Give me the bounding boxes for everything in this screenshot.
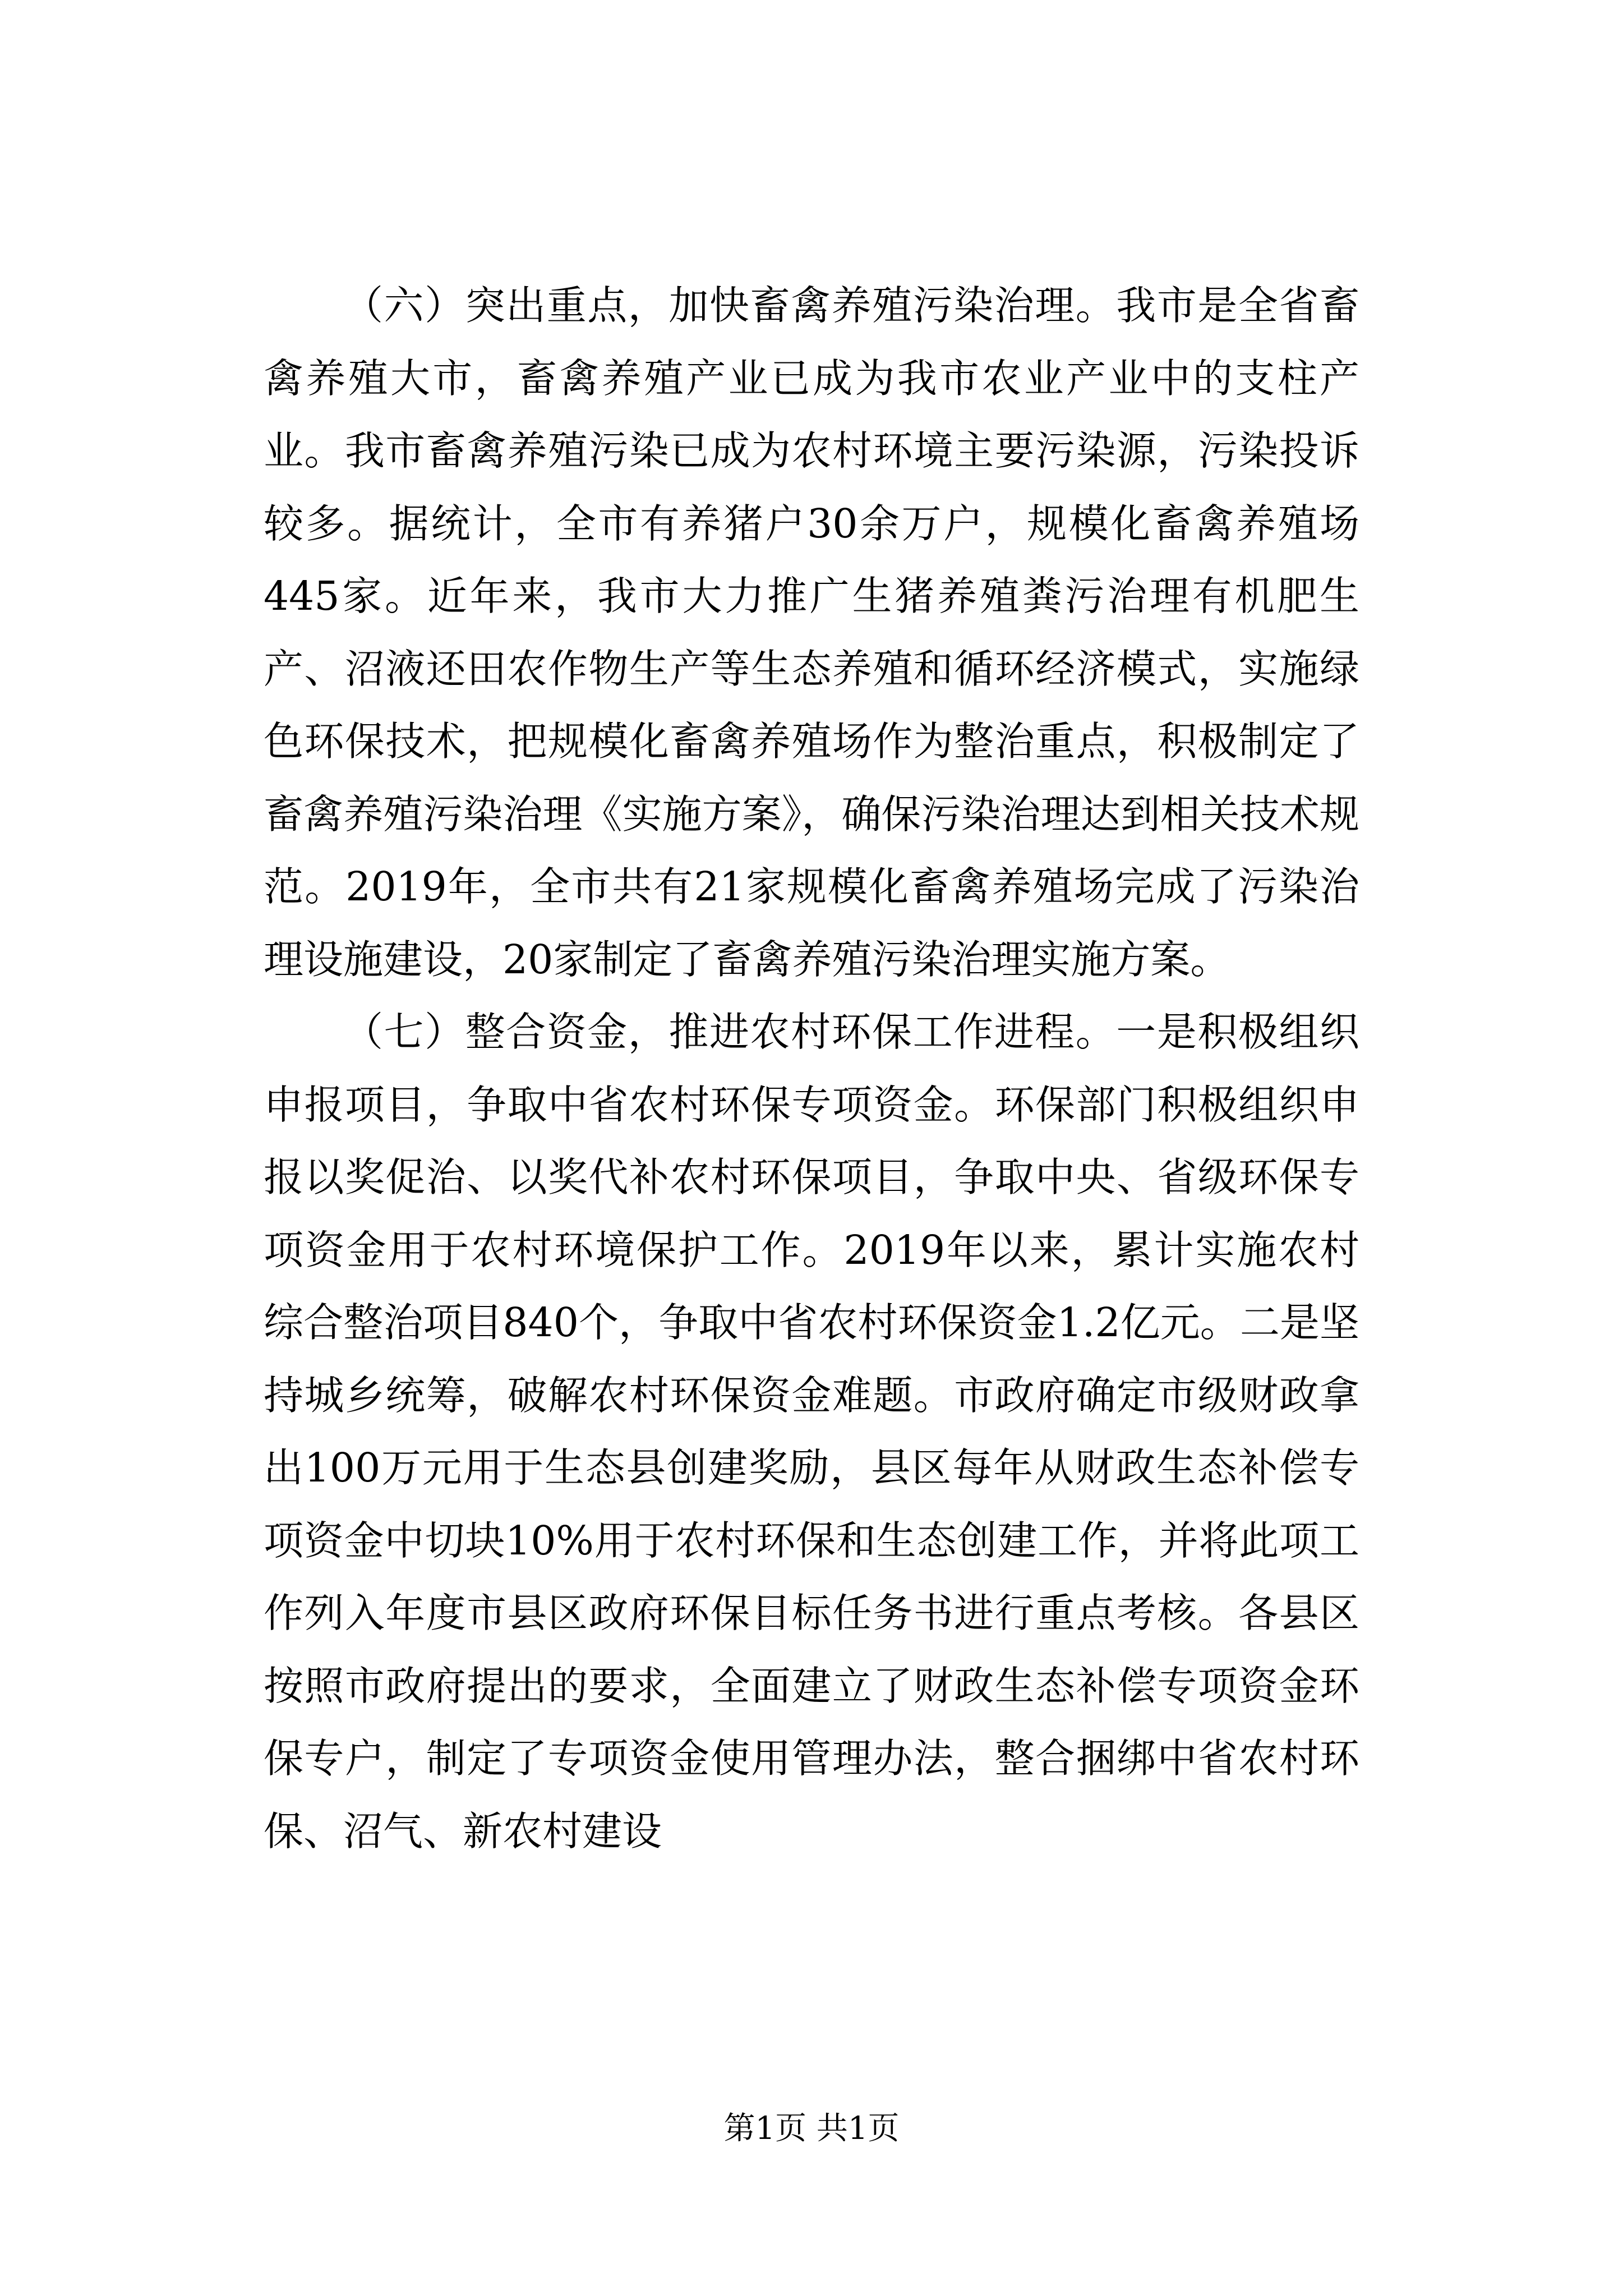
paragraph-funding-integration: （七）整合资金，推进农村环保工作进程。一是积极组织申报项目，争取中省农村环保专项资金。环保部门积极组织申报以奖促治、以奖代补农村环保项目，争取中央、省级环保专项资金用于农村环境保护工作。2019年以来，累计实施农村综合整治项目840个，争取中省农村环保资金1.2亿元。二是坚持城乡统筹，破解农村环保资金难题。市政府确定市级财政拿出100万元用于生态县创建奖励，县区每年从财政生态补偿专项资金中切块10%用于农村环保和生态创建工作，并将此项工作列入年度市县区政府环保目标任务书进行重点考核。各县区按照市政府提出的要求，全面建立了财政生态补偿专项资金环保专户，制定了专项资金使用管理办法，整合捆绑中省农村环保、沼气、新农村建设 [264,1009,1359,1855]
paragraph-livestock-pollution: （六）突出重点，加快畜禽养殖污染治理。我市是全省畜禽养殖大市，畜禽养殖产业已成为我市农业产业中的支柱产业。我市畜禽养殖污染已成为农村环境主要污染源，污染投诉较多。据统计，全市有养猪户30余万户，规模化畜禽养殖场445家。近年来，我市大力推广生猪养殖粪污治理有机肥生产、沼液还田农作物生产等生态养殖和循环经济模式，实施绿色环保技术，把规模化畜禽养殖场作为整治重点，积极制定了畜禽养殖污染治理《实施方案》，确保污染治理达到相关技术规范。2019年，全市共有21家规模化畜禽养殖场完成了污染治理设施建设，20家制定了畜禽养殖污染治理实施方案。 [264,282,1359,983]
document-body [264,269,1359,1867]
page-footer: 第1页 共1页 [723,2110,900,2147]
